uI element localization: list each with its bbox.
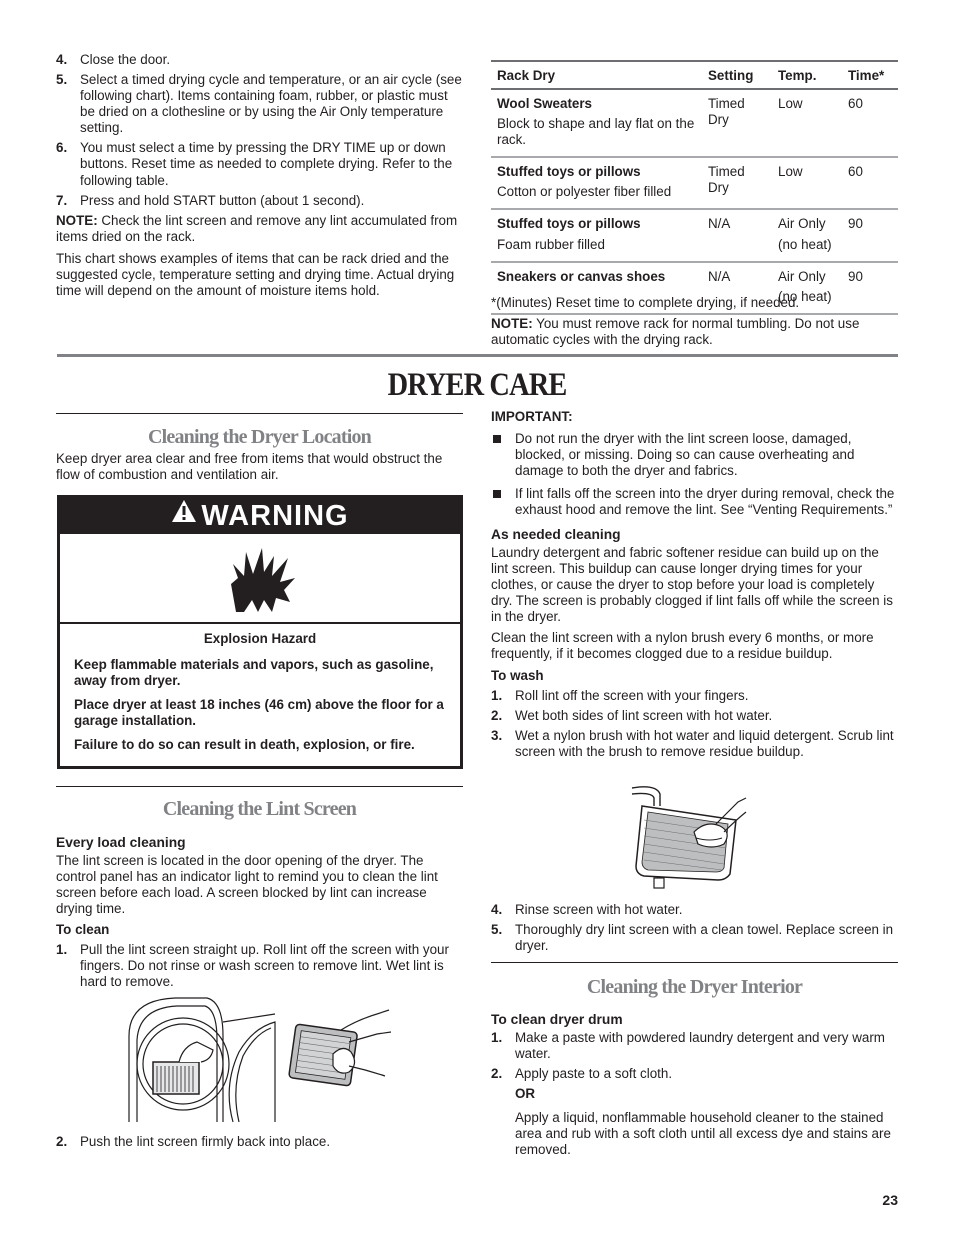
- list-item: 2. Wet both sides of lint screen with hot water.: [491, 707, 773, 723]
- lint-step-2: [56, 1134, 464, 1154]
- top-left-column: [56, 52, 464, 299]
- table-header-row: [491, 61, 898, 89]
- list-item: 1. Make a paste with powdered laundry detergent and very warm water.: [491, 1029, 885, 1061]
- list-item: 5. Thoroughly dry lint screen with a clean towel. Replace screen in dryer.: [491, 922, 894, 954]
- table-row: Sneakers or canvas shoes N/A Air Only (no heat) 90: [491, 262, 898, 314]
- list-item: 3. Wet a nylon brush with hot water and liquid detergent. Scrub lint screen with the brush to remove residue buildup.: [491, 727, 894, 759]
- lint-removal-illustration: [127, 996, 395, 1124]
- table-row: Stuffed toys or pillows Foam rubber filled N/A Air Only (no heat) 90: [491, 209, 898, 261]
- page-title: DRYER CARE: [387, 367, 567, 403]
- screen-washing-illustration: [626, 784, 750, 894]
- list-item: 2. Apply paste to a soft cloth.: [491, 1065, 673, 1081]
- warning-box: [57, 495, 463, 769]
- section-divider: [57, 354, 898, 357]
- list-item: 6. You must select a time by pressing the DRY TIME up or down buttons. Reset time as needed to complete drying. Refer to the following table.: [56, 140, 453, 188]
- col-rack-dry: Rack Dry: [491, 61, 702, 89]
- warning-header: [60, 498, 460, 534]
- warning-line: Place dryer at least 18 inches (46 cm) above the floor for a garage installation.: [74, 697, 444, 729]
- or-label: OR: [515, 1085, 536, 1101]
- as-needed-title: As needed cleaning: [491, 527, 621, 543]
- as-needed-p2: Clean the lint screen with a nylon brush every 6 months, or more frequently, if it becomes clogged due to a residue buildup.: [491, 630, 874, 662]
- lint-heading: Cleaning the Lint Screen: [162, 798, 357, 820]
- page-number: 23: [882, 1192, 898, 1208]
- list-item: 1. Roll lint off the screen with your fingers.: [491, 687, 749, 703]
- every-load-title: Every load cleaning: [56, 835, 186, 850]
- hazard-title: Explosion Hazard: [203, 631, 317, 646]
- wash-steps-after: [491, 902, 899, 958]
- to-wash-title: To wash: [491, 667, 544, 683]
- lint-section: [56, 835, 464, 994]
- list-item: If lint falls off the screen into the dryer during removal, check the exhaust hood and remove the lint. See “Venting Requirements.”: [491, 486, 899, 518]
- warning-line: Failure to do so can result in death, explosion, or fire.: [74, 737, 415, 753]
- col-setting: Setting: [702, 61, 772, 89]
- chart-intro: This chart shows examples of items that can be rack dried and the suggested cycle, temperature setting and drying time. Actual drying time will depend on the amount of moisture items hold.: [56, 250, 455, 299]
- list-item: 4. Rinse screen with hot water.: [491, 902, 683, 917]
- col-time: Time*: [842, 61, 898, 89]
- section-rule: [491, 962, 898, 963]
- rack-note: NOTE: Check the lint screen and remove any lint accumulated from items dried on the rack.: [56, 212, 458, 244]
- location-text: Keep dryer area clear and free from items that would obstruct the flow of combustion and ventilation air.: [56, 451, 443, 483]
- rack-dry-table: [491, 60, 898, 315]
- warning-word: WARNING: [201, 500, 349, 532]
- list-item: 2. Push the lint screen firmly back into place.: [56, 1134, 331, 1149]
- important-section: [491, 409, 899, 764]
- list-item: 1. Pull the lint screen straight up. Roll lint off the screen with your fingers. Do not rinse or wash screen to remove lint. Wet lint is hard to remove.: [56, 941, 449, 990]
- rack-remove-note: NOTE: You must remove rack for normal tumbling. Do not use automatic cycles with the drying rack.: [491, 316, 860, 348]
- alt-cleaner-text: Apply a liquid, nonflammable household cleaner to the stained area and rub with a soft cloth until all excess dye and stains are removed.: [515, 1109, 891, 1158]
- every-load-text: The lint screen is located in the door opening of the dryer. The control panel has an indicator light to remind you to clean the lint screen before each load. A screen blocked by lint can increase drying time.: [56, 852, 438, 916]
- warning-triangle-icon: [171, 496, 197, 532]
- section-rule: [56, 413, 463, 414]
- warning-line: Keep flammable materials and vapors, such as gasoline, away from dryer.: [74, 657, 434, 689]
- list-item: 7. Press and hold START button (about 1 second).: [56, 192, 365, 208]
- warning-symbol-area: [60, 534, 460, 624]
- interior-heading: Cleaning the Dryer Interior: [586, 976, 803, 998]
- list-item: Do not run the dryer with the lint screen loose, damaged, blocked, or missing. Doing so can cause overheating and damage to both the dryer and fabrics.: [491, 431, 899, 479]
- bullet-square-icon: [493, 435, 501, 443]
- table-row: Wool Sweaters Block to shape and lay flat on the rack. Timed Dry Low 60: [491, 89, 898, 157]
- list-item: 5. Select a timed drying cycle and temperature, or an air cycle (see following chart). Items containing foam, rubber, or plastic must be dried on a clothesline or by using the Air Only temperature setting.: [56, 72, 462, 136]
- explosion-icon: [228, 548, 298, 614]
- location-heading: Cleaning the Dryer Location: [147, 426, 371, 448]
- important-label: IMPORTANT:: [491, 409, 573, 424]
- warning-text: [60, 624, 460, 753]
- to-clean-title: To clean: [56, 921, 110, 937]
- rack-steps-list: [56, 52, 464, 209]
- time-footnote: *(Minutes) Reset time to complete drying, if needed.: [491, 295, 800, 310]
- list-item: 4. Close the door.: [56, 52, 171, 67]
- as-needed-p1: Laundry detergent and fabric softener residue can build up on the lint screen. This buildup can cause longer drying times for your clothes, or cause the dryer to stop before your load is completely dry. The screen is probably clogged if lint falls off while the screen is in the dryer.: [491, 545, 893, 625]
- bullet-square-icon: [493, 490, 501, 498]
- drum-title: To clean dryer drum: [491, 1012, 623, 1027]
- col-temp: Temp.: [772, 61, 842, 89]
- section-rule: [56, 786, 463, 787]
- rack-footnotes: [491, 295, 898, 348]
- interior-section: [491, 1012, 899, 1158]
- table-row: Stuffed toys or pillows Cotton or polyester fiber filled Timed Dry Low 60: [491, 157, 898, 209]
